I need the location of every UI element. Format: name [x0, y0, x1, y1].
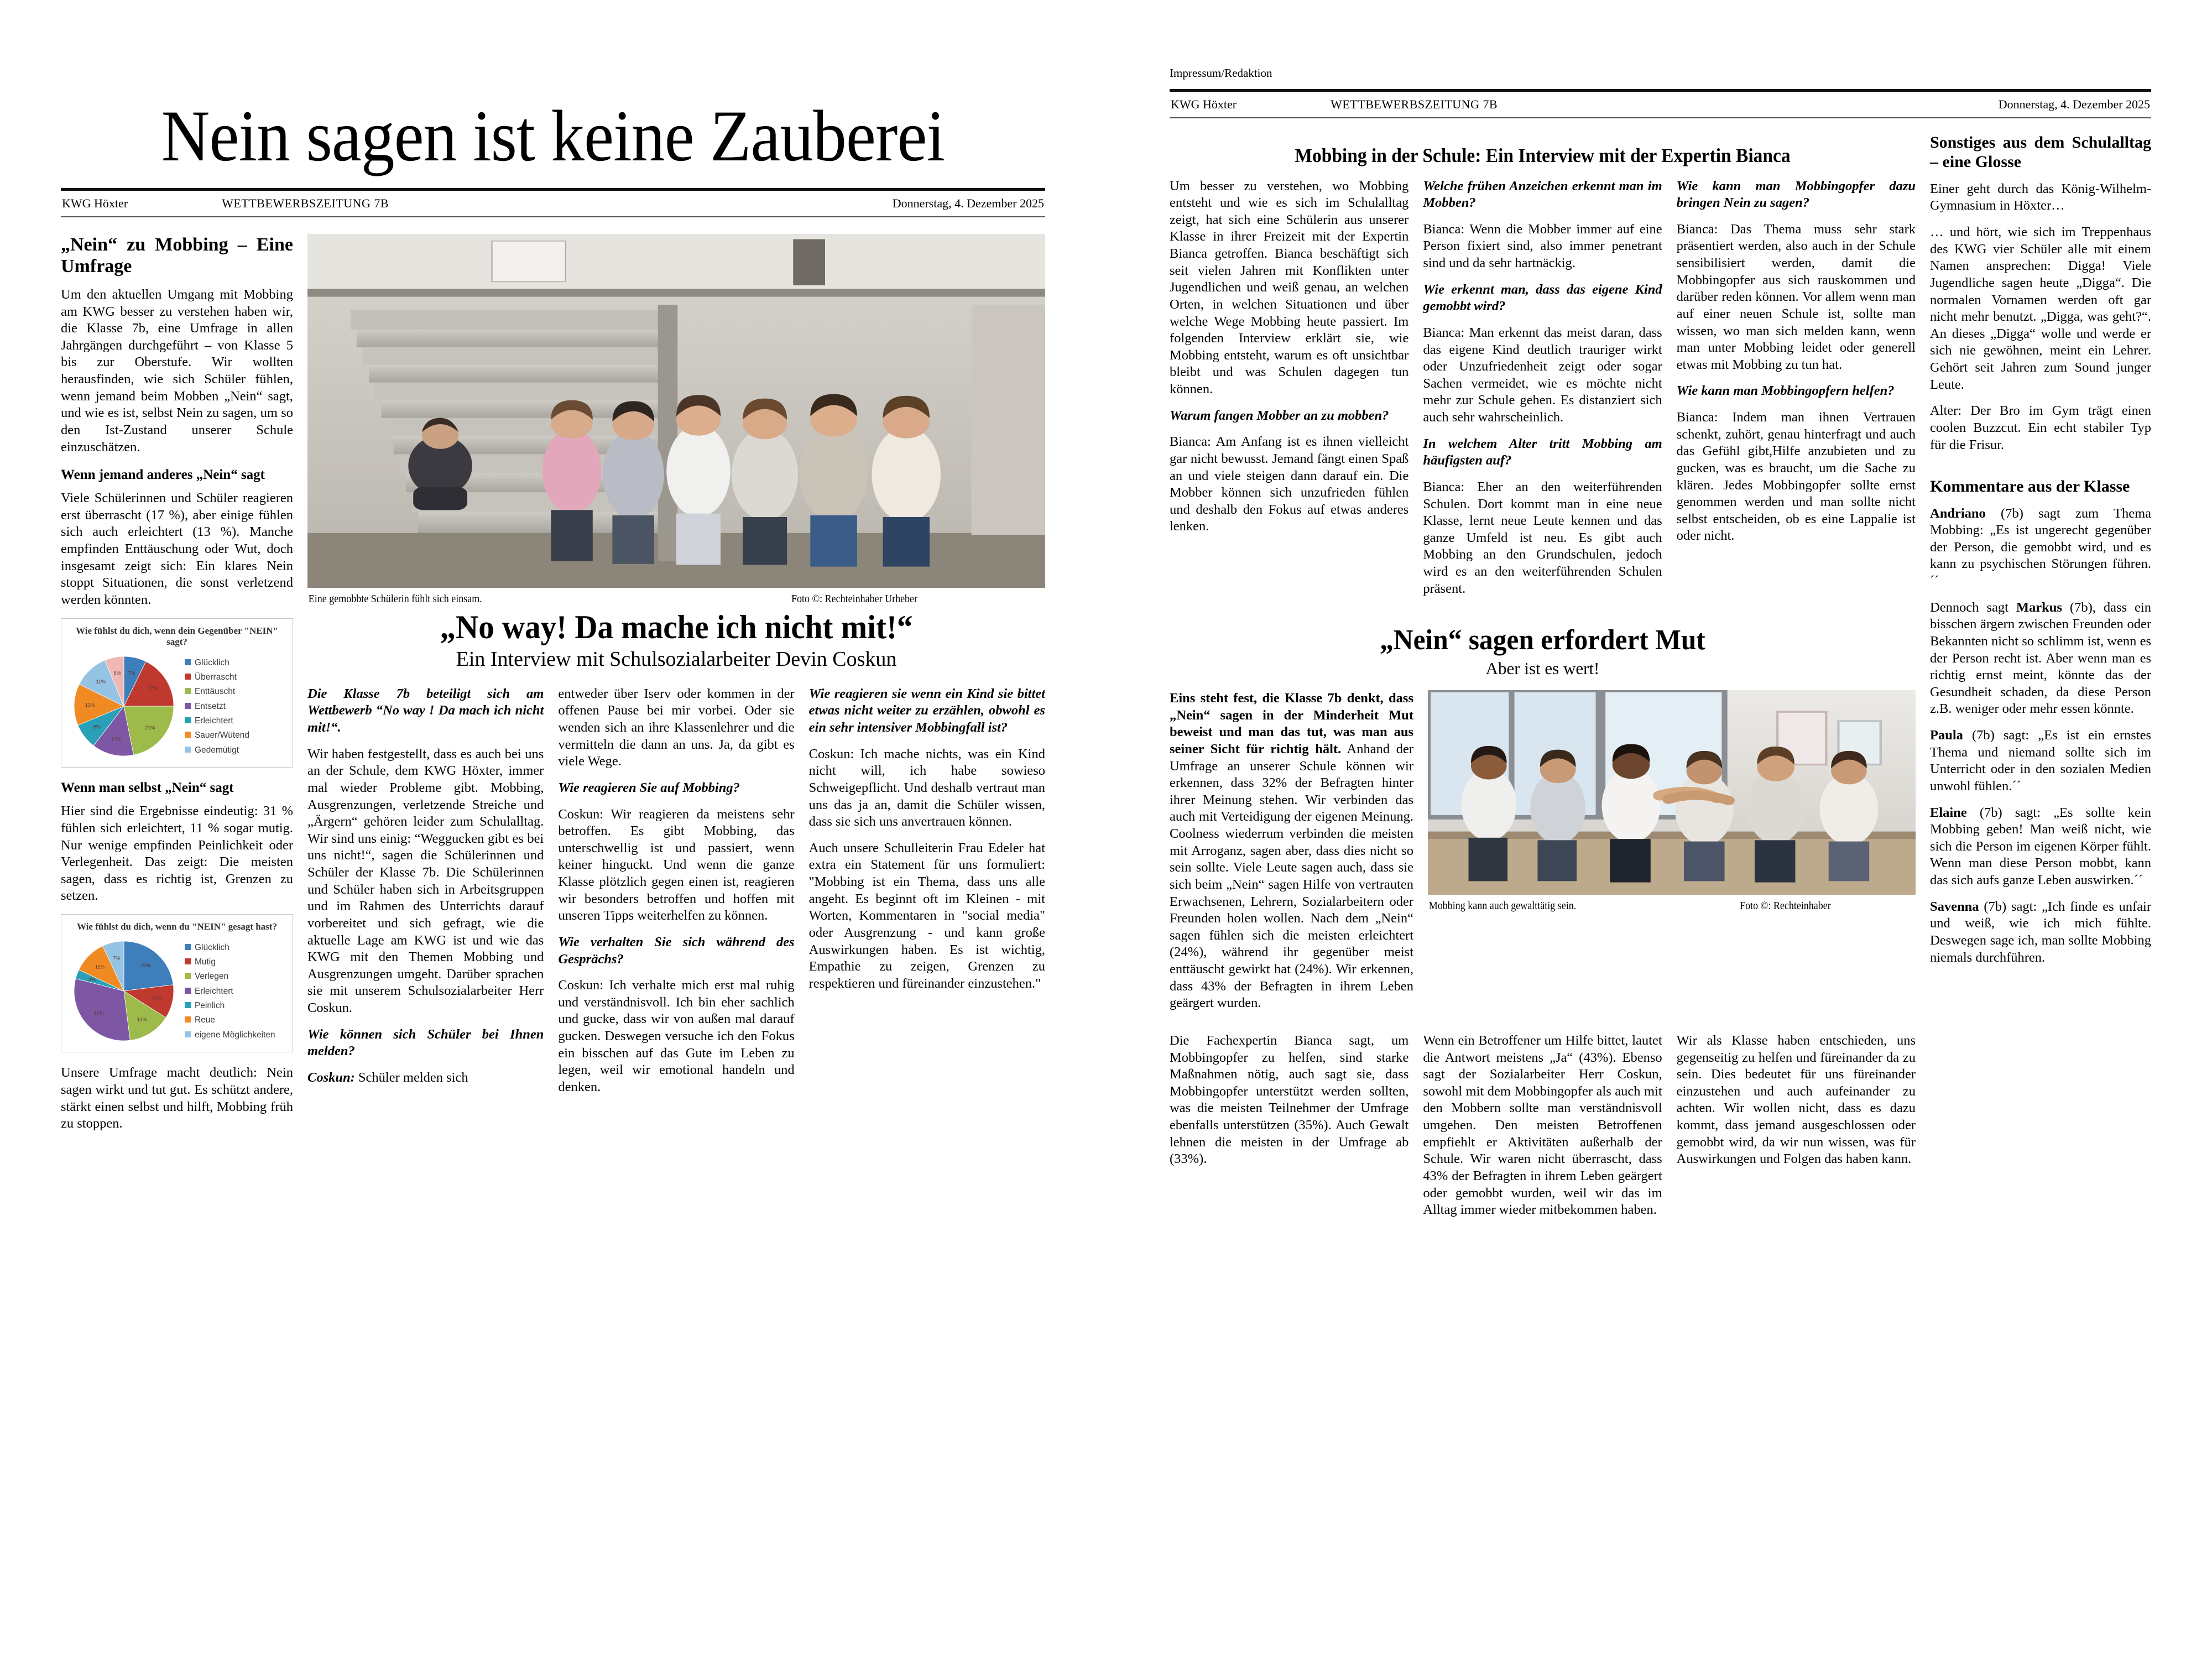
left-top-row — [61, 234, 1045, 1142]
bianca-a6: Bianca: Indem man ihnen Vertrauen schenkt, zuhört, genau hinterfragt und auch das Gefühl gibt,Hilfe anzubieten und zu gucken, was es braucht, um die Sache zu klären. Jedes Mobbingopfer sollte ernst genommen werden und man sollte nicht selbst entscheiden, ob es eine Lappalie ist oder nicht. — [1676, 410, 1916, 544]
bianca-a2: Bianca: Wenn die Mobber immer auf eine Person fixiert sind, also immer penetrant sind und da sehr hartnäckig. — [1423, 221, 1662, 271]
mut-p1: Anhand der Umfrage an unserer Schule können wir erkennen, dass 32% der Befragten hinter ihrer Meinung stehen. Wir verbinden das auch mit Verteidigung der eigenen Meinung. Coolness wiederrum verbinden die meisten mit Arroganz, sagen aber, dass dies nicht so sein sollte. Viele Leute sagen auch, dass sie sich beim „Nein“ sagen Hilfe von vertrauten Erwachsenen, Lehrern, Sozialarbeitern oder Freunden holen wollen. Nach dem „Nein“ sagen fühlen sich die meisten erleichtert (24%), während ihr gegenüber meist enttäuscht gewirkt hat (24%). Wir erkennen, dass 43% der Befragten in ihrem Leben geärgert wurden. — [1170, 741, 1413, 1011]
kommentar-klasse: (7b) — [1963, 728, 1995, 743]
bianca-columns — [1170, 178, 1916, 607]
survey-subhead-1: Wenn jemand anderes „Nein“ sagt — [61, 467, 265, 483]
mut-col-c — [1677, 1032, 1916, 1228]
kommentar-name: Elaine — [1930, 805, 1967, 820]
legend-label: Gedemütigt — [194, 745, 239, 755]
bianca-q1: Warum fangen Mobber an zu mobben? — [1170, 408, 1389, 423]
legend-swatch — [185, 659, 191, 665]
legend-swatch — [185, 717, 191, 723]
survey-paragraph-1: Um den aktuellen Umgang mit Mobbing am KWG besser zu verstehen haben wir, die Klasse 7b, eine Umfrage in allen Jahrgängen durchgeführt – von Klasse 5 bis zur Oberstufe. Wir wollten herausfinden, wie sich Schüler fühlen, wenn jemand beim Mobben „Nein“ sagt, und wie es ist, selbst Nein zu sagen, um so den Ist-Zustand unserer Schule einzuschätzen. — [61, 286, 293, 455]
mut-top-row — [1170, 690, 1916, 1021]
coskun-subhead: Ein Interview mit Schulsozialarbeiter Devin Coskun — [456, 648, 897, 671]
bianca-a1: Bianca: Am Anfang ist es ihnen vielleicht gar nicht bewusst. Jemand fängt einen Spaß an und viele steigen dann darauf ein. Die Mobber können sich unzufrieden fühlen und deshalb den Fokus auf etwas anderes lenken. — [1170, 434, 1409, 534]
survey-paragraph-4: Unsere Umfrage macht deutlich: Nein sagen wirkt und tut gut. Es schützt andere, stärkt einen selbst und hilft, Mobbing früh zu stoppen. — [61, 1065, 293, 1131]
kommentar-item — [1930, 599, 2151, 718]
photo-stairs-credit: Foto ©: Rechteinhaber Urheber — [791, 593, 918, 605]
kommentar-text: sagt: „Es sollte kein Mobbing geben! Man weiß nicht, wie sich die Person im eigenen Körper fühlt. Wenn man diese Person mobbt, kann das sich aufs ganze Leben auswirken.´´ — [1930, 805, 2151, 888]
legend-label: Erleichtert — [194, 716, 233, 726]
mut-p4: Wir als Klasse haben entschieden, uns gegenseitig zu helfen und füreinander da zu sein. Dies bedeutet für uns füreinander einzustehen und auch aufeinander zu achten. Wir wollen nicht, dass es dazu kommt, dass jemand ausgeschlossen oder gemobbt wird, da wir nun wissen, was für Auswirkungen und Folgen das haben kann. — [1676, 1032, 1916, 1167]
svg-text:7%: 7% — [113, 955, 121, 961]
kommentar-item — [1930, 805, 2151, 889]
mut-p2: Die Fachexpertin Bianca sagt, um Mobbingopfer zu helfen, sind starke Maßnahmen nötig, auch sagt sie, dass Mobbingopfer unterstützt werden sollten, was die meisten Teilnehmer der Umfrage ebenfalls unterstützen (35%). Auch Gewalt lehnen die meisten in der Umfrage ab (33%). — [1170, 1032, 1409, 1167]
bianca-q6: Wie kann man Mobbingopfern helfen? — [1676, 383, 1895, 399]
legend-label: Verlegen — [194, 972, 229, 982]
mut-bottom-row — [1170, 1032, 1916, 1228]
bianca-headline: Mobbing in der Schule: Ein Interview mit der Expertin Bianca — [1295, 144, 1791, 166]
pie-chart-1 — [61, 618, 293, 768]
photo-stairs-caption-row — [307, 588, 972, 606]
legend-item — [185, 957, 287, 967]
bianca-a3: Bianca: Man erkennt das meist daran, dass das eigene Kind deutlich trauriger wirkt oder Unzufriedenheit zeigt oder sogar Sachen vermeidet, wie es möchte nicht mehr zur Schule gehen. Es distanziert sich auch sehr wahrscheinlich. — [1423, 325, 1662, 425]
folio-right — [1170, 92, 2151, 117]
glosse-headline: Sonstiges aus dem Schulalltag – eine Glosse — [1930, 133, 2151, 171]
photo-group-caption: Mobbing kann auch gewalttätig sein. — [1428, 900, 1577, 912]
pie-chart-1-graphic — [67, 651, 181, 761]
mut-lead: Eins steht fest, die Klasse 7b denkt, dass „Nein“ sagen in der Minderheit Mut beweist und man das tut, was man aus seiner Sicht für richtig hält. — [1170, 691, 1413, 757]
pie-chart-1-legend — [185, 658, 287, 755]
folio-paper-name: WETTBEWERBSZEITUNG 7B — [222, 196, 389, 210]
survey-subhead-2: Wenn man selbst „Nein“ sagt — [61, 780, 234, 796]
legend-item — [185, 745, 287, 755]
kommentar-klasse: (7b) — [1979, 899, 2007, 914]
svg-text:23%: 23% — [141, 963, 152, 969]
coskun-rector-statement: Auch unsere Schulleiterin Frau Edeler hat extra ein Statement für uns formuliert: "Mobbing ist ein Thema, dass uns alle angeht. Es beginnt oft im Kleinen - mit Worten, Kommentaren in "social media" oder Ausgrenzung - und kann große Auswirkungen haben. Es ist wichtig, Empathie zu zeigen, Grenzen zu respektieren und füreinander einzustehen." — [808, 840, 1045, 991]
bianca-intro: Um besser zu verstehen, wo Mobbing entsteht und wie es sich im Schulalltag zeigt, hat sich eine Schülerin aus unserer Klasse in ihrer Freizeit mit der Expertin Bianca getroffen. Bianca beschäftigt sich seit vielen Jahren mit Konflikten unter Jugendlichen und weiß genau, an welchen Orten, in welchen Situationen und über welche Wege Mobbing heute passiert. Im folgenden Interview erklärt sie, wie Mobbing entsteht, warum es oft unsichtbar bleibt und was Schulen dagegen tun können. — [1170, 178, 1409, 397]
svg-text:11%: 11% — [96, 679, 106, 685]
coskun-a1-cont: entweder über Iserv oder kommen in der offenen Pause bei mir vorbei. Oder sie wenden sich an ihre Klassenlehrer und die vermitteln die dann an uns. Ja, da gibt es viele Wege. — [558, 686, 795, 769]
mut-col-1 — [1170, 690, 1413, 1021]
kommentar-name: Andriano — [1930, 505, 1986, 521]
legend-label: Erleichtert — [194, 986, 233, 996]
coskun-a1-part: Coskun: Schüler melden sich — [307, 1070, 468, 1085]
glosse-p1: Einer geht durch das König-Wilhelm-Gymnasium in Höxter… — [1930, 181, 2151, 213]
legend-swatch — [185, 973, 191, 979]
folio-school-right: KWG Höxter — [1171, 97, 1237, 111]
legend-label: Sauer/Wütend — [194, 731, 250, 740]
legend-item — [185, 1001, 287, 1010]
bianca-q4: In welchem Alter tritt Mobbing am häufigsten auf? — [1423, 436, 1662, 468]
mut-col-a — [1170, 1032, 1408, 1228]
legend-swatch — [185, 1031, 191, 1037]
svg-text:14%: 14% — [137, 1017, 148, 1023]
bianca-col-1 — [1170, 178, 1408, 607]
survey-column — [61, 234, 293, 1142]
legend-label: Glücklich — [194, 658, 229, 667]
coskun-lead: Die Klasse 7b beteiligt sich am Wettbewerb “No way ! Da mach ich nicht mit!“. — [307, 686, 544, 735]
pie-chart-2-title: Wie fühlst du dich, wenn du "NEIN" gesagt hast? — [77, 921, 277, 932]
impressum-label: Impressum/Redaktion — [1170, 66, 1272, 80]
legend-swatch — [185, 958, 191, 964]
kommentar-name: Savenna — [1930, 899, 1979, 914]
folio-school: KWG Höxter — [62, 196, 128, 210]
kommentar-klasse: (7b), — [2062, 599, 2096, 615]
bianca-a4: Bianca: Eher an den weiterführenden Schulen. Dort kommt man in eine neue Klasse, lernt neue Leute kennen und das ganze Umfeld ist neu. Es gibt auch Mobbing an den Grundschulen, jedoch wird es an den weiterführenden Schulen präsent. — [1423, 479, 1662, 596]
folio-date: Donnerstag, 4. Dezember 2025 — [892, 196, 1044, 210]
survey-paragraph-3: Hier sind die Ergebnisse eindeutig: 31 % fühlen sich erleichtert, 11 % sogar mutig. Nur wenige empfinden Peinlichkeit oder Verlegenheit. Das zeigt: Die meisten sagen, dass es richtig ist, Grenzen zu setzen. — [61, 804, 293, 904]
pie-chart-2-legend — [185, 943, 287, 1040]
legend-swatch — [185, 732, 191, 738]
svg-text:3%: 3% — [88, 977, 96, 983]
coskun-q1: Wie können sich Schüler bei Ihnen melden? — [307, 1026, 544, 1059]
coskun-columns — [307, 686, 1045, 1105]
kommentar-item — [1930, 899, 2151, 967]
kommentar-text: dass ein bisschen ärgern zwischen Freunden oder Bekannten nicht so schlimm ist, wenn es der Person recht ist. Aber wenn man es richtig ernst meint, könnte das der Gesundheit schaden, da diese Person z.B. weniger oder mehr essen könnte. — [1930, 599, 2151, 717]
page-right — [1106, 0, 2212, 1659]
legend-item — [185, 943, 287, 952]
bianca-q3: Wie erkennt man, dass das eigene Kind gemobbt wird? — [1423, 281, 1662, 314]
folio-date-right: Donnerstag, 4. Dezember 2025 — [1998, 97, 2150, 111]
kommentare-headline: Kommentare aus der Klasse — [1930, 477, 2130, 496]
coskun-col-1 — [307, 686, 544, 1105]
svg-text:21%: 21% — [145, 725, 155, 731]
legend-item — [185, 687, 287, 696]
mut-lead-and-p1 — [1170, 690, 1413, 1012]
legend-label: Entsetzt — [194, 701, 226, 711]
sidebar-column — [1930, 133, 2151, 1228]
legend-swatch — [185, 674, 191, 680]
mut-subhead: Aber ist es wert! — [1485, 658, 1600, 678]
legend-item — [185, 1015, 287, 1025]
coskun-q2: Wie reagieren Sie auf Mobbing? — [558, 780, 740, 795]
kommentar-klasse: (7b) — [1966, 805, 2002, 820]
svg-text:13%: 13% — [111, 736, 122, 742]
coskun-col-2 — [558, 686, 794, 1105]
legend-item — [185, 716, 287, 726]
legend-item — [185, 1030, 287, 1040]
legend-item — [185, 658, 287, 667]
coskun-q3: Wie verhalten Sie sich während des Gesprächs? — [558, 934, 795, 967]
folio-left — [61, 191, 1045, 216]
photo-group-caption-row — [1428, 895, 1867, 912]
pie-chart-1-title: Wie fühlst du dich, wenn dein Gegenüber "NEIN" sagt? — [76, 625, 278, 647]
glosse-p2: … und hört, wie sich im Treppenhaus des KWG vier Schüler alle mit einem Namen ansprechen: Digga! Viele Jugendliche sagen heute „Digga“. Die normalen Vornamen werden oft gar nicht mehr benutzt. „Digga, was geht?“. An dieses „Digga“ wolle und werde er sich nie gewöhnen, meint ein Lehrer. Gehört seit Jahren zum Sound junger Leute. — [1930, 225, 2151, 392]
svg-text:17%: 17% — [148, 685, 158, 691]
legend-label: Überrascht — [194, 672, 237, 682]
svg-text:31%: 31% — [93, 1010, 104, 1016]
legend-label: Reue — [194, 1015, 216, 1025]
legend-item — [185, 972, 287, 981]
coskun-a3: Coskun: Ich verhalte mich erst mal ruhig und verständnisvoll. Ich bin eher sachlich und gucke, dass wir von außen mal darauf gucken. Deswegen versuche ich den Fokus ein bisschen auf das Gute im Leben zu legen, weil wir emotional handeln und denken. — [558, 978, 795, 1094]
legend-swatch — [185, 944, 191, 950]
kommentar-name: Markus — [2016, 599, 2062, 615]
legend-swatch — [185, 1016, 191, 1022]
coskun-p1: Wir haben festgestellt, dass es auch bei uns an der Schule, dem KWG Höxter, immer mal wieder Probleme gibt. Mobbing, Ausgrenzungen, verletzende Streiche und „Ärgern“ gehören leider zum Schulalltag. Wir sind uns einig: “Weggucken gibt es bei uns nicht!“, sagen die Schülerinnen und Schüler der Klasse 7b. Die Schülerinnen und Schüler haben sich in Arbeitsgruppen und im Rahmen des Unterrichts darauf vorbereitet und sich gefragt, wie die aktuelle Lage am KWG ist und wie das KWG mit den Themen Mobbing und Ausgrenzungen umgeht. Darüber sprachen sie mit unserem Schulsozialarbeiter Herr Coskun. — [307, 746, 544, 1016]
glosse-p3: Alter: Der Bro im Gym trägt einen coolen Buzzcut. Ein echt stabiler Typ für die Frisur. — [1930, 403, 2151, 452]
coskun-headline: „No way! Da mache ich nicht mit!“ — [440, 609, 913, 645]
coskun-a4: Coskun: Ich mache nichts, was ein Kind nicht will, ich habe sowieso Schweigepflicht. Und deshalb vertraut man uns das ja an, damit die Schüler wissen, dass sie sich uns anvertrauen können. — [808, 746, 1045, 830]
kommentar-item — [1930, 727, 2151, 795]
right-main-row — [1170, 133, 2151, 1228]
mut-col-b — [1423, 1032, 1662, 1228]
legend-swatch — [185, 703, 191, 709]
svg-text:11%: 11% — [152, 995, 162, 1001]
legend-item — [185, 702, 287, 711]
legend-swatch — [185, 1002, 191, 1008]
legend-label: Mutig — [194, 957, 216, 967]
coskun-col-3 — [809, 686, 1045, 1105]
pie-chart-2 — [61, 914, 293, 1052]
survey-paragraph-2: Viele Schülerinnen und Schüler reagieren erst überrascht (17 %), aber einige fühlen sich auch erleichtert (13 %). Manche empfinden Enttäuschung oder Wut, doch insgesamt zeigt sich: Ein klares Nein stoppt Situationen, die sonst verletzend werden könnten. — [61, 491, 293, 607]
photo-stairs — [307, 234, 1045, 588]
svg-text:8%: 8% — [93, 724, 101, 730]
coskun-a2: Coskun: Wir reagieren da meistens sehr betroffen. Es gibt Mobbing, das unterschwellig ist und passiert, wenn keiner hinguckt. Und wenn die ganze Klasse plötzlich gegen einen ist, reagieren wir besonders betroffen und hoffen mit unseren Tipps weiterhelfen zu können. — [558, 806, 795, 924]
masthead-title: Nein sagen ist keine Zauberei — [161, 95, 945, 176]
svg-text:13%: 13% — [85, 702, 96, 708]
legend-item — [185, 731, 287, 740]
bianca-col-2 — [1423, 178, 1662, 607]
mut-headline: „Nein“ sagen erfordert Mut — [1380, 624, 1705, 656]
mut-p3: Wenn ein Betroffener um Hilfe bittet, lautet die Antwort meistens „Ja“ (43%). Ebenso sagt der Sozialarbeiter Herr Coskun, sowohl mit dem Mobbingopfer als auch mit den Mobbern sollte man verständnisvoll umgehen. Den meisten Betroffenen empfiehlt er Aktivitäten außerhalb der Schule. Wir waren nicht überrascht, dass 43% der Befragten in ihrem Leben geärgert oder gemobbt wurden, weil wir das im Alltag immer wieder mitbekommen haben. — [1423, 1032, 1662, 1218]
svg-text:11%: 11% — [95, 964, 105, 971]
kommentar-prefix: Dennoch sagt — [1930, 599, 2016, 615]
kommentar-text: sagt: „Es ist ein ernstes Thema und niemand sollte sich im Unterricht oder in den sozialen Medien unwohl fühlen.´´ — [1930, 728, 2151, 794]
photo-group-conflict — [1428, 690, 1916, 895]
legend-swatch — [185, 688, 191, 694]
legend-swatch — [185, 747, 191, 753]
coskun-story — [307, 234, 1045, 1142]
legend-swatch — [185, 988, 191, 994]
kommentar-klasse: (7b) — [1985, 505, 2023, 521]
pie-chart-2-graphic — [67, 936, 181, 1046]
coskun-q4: Wie reagieren sie wenn ein Kind sie bittet etwas nicht weiter zu erzählen, obwohl es ein sehr intensiver Mobbingfall ist? — [808, 686, 1045, 735]
folio-paper-name-right: WETTBEWERBSZEITUNG 7B — [1331, 97, 1498, 111]
bianca-q5: Wie kann man Mobbingopfer dazu bringen Nein zu sagen? — [1676, 178, 1916, 211]
photo-group-credit: Foto ©: Rechteinhaber — [1740, 900, 1831, 912]
svg-text:7%: 7% — [128, 670, 135, 676]
bianca-col-3 — [1677, 178, 1916, 607]
kommentar-item — [1930, 505, 2151, 590]
bianca-q2: Welche frühen Anzeichen erkennt man im Mobben? — [1423, 178, 1662, 211]
right-rule-bottom — [1170, 117, 2151, 118]
bianca-block — [1170, 133, 1916, 1228]
photo-stairs-caption: Eine gemobbte Schülerin fühlt sich einsam. — [308, 593, 482, 605]
kommentar-name: Paula — [1930, 728, 1963, 743]
mut-photo-col — [1428, 690, 1916, 1021]
kommentare-list — [1930, 505, 2151, 967]
legend-item — [185, 987, 287, 996]
svg-text:6%: 6% — [114, 670, 122, 676]
legend-label: Enttäuscht — [194, 687, 236, 697]
legend-label: Glücklich — [194, 942, 229, 952]
kommentar-text: sagt: „Ich finde es unfair und weiß, wie ich mich fühlte. Deswegen sage ich, man sollte Mobbing niemals durchführen. — [1930, 899, 2151, 965]
bianca-a5: Bianca: Das Thema muss sehr stark präsentiert werden, also auch in der Schule sensibilisiert werden, damit die Mobbingopfer aus sich rauskommen und darüber reden können. Vor allem wenn man auf einer neuen Schule ist, sollte man wissen, wo man sich melden kann, wenn man unter Mobbing leidet oder generell etwas mit Mobbing zu tun hat. — [1676, 221, 1916, 372]
masthead-rule-bottom — [61, 216, 1045, 217]
legend-item — [185, 672, 287, 682]
legend-label: Peinlich — [194, 1001, 225, 1011]
kommentar-text: sagt zum Thema Mobbing: „Es ist ungerecht gegenüber der Person, die gemobbt wird, und es kann zu psychischen Störungen führen.´´ — [1930, 505, 2151, 589]
legend-label: eigene Möglichkeiten — [194, 1030, 275, 1040]
survey-headline: „Nein“ zu Mobbing – Eine Umfrage — [61, 234, 293, 277]
